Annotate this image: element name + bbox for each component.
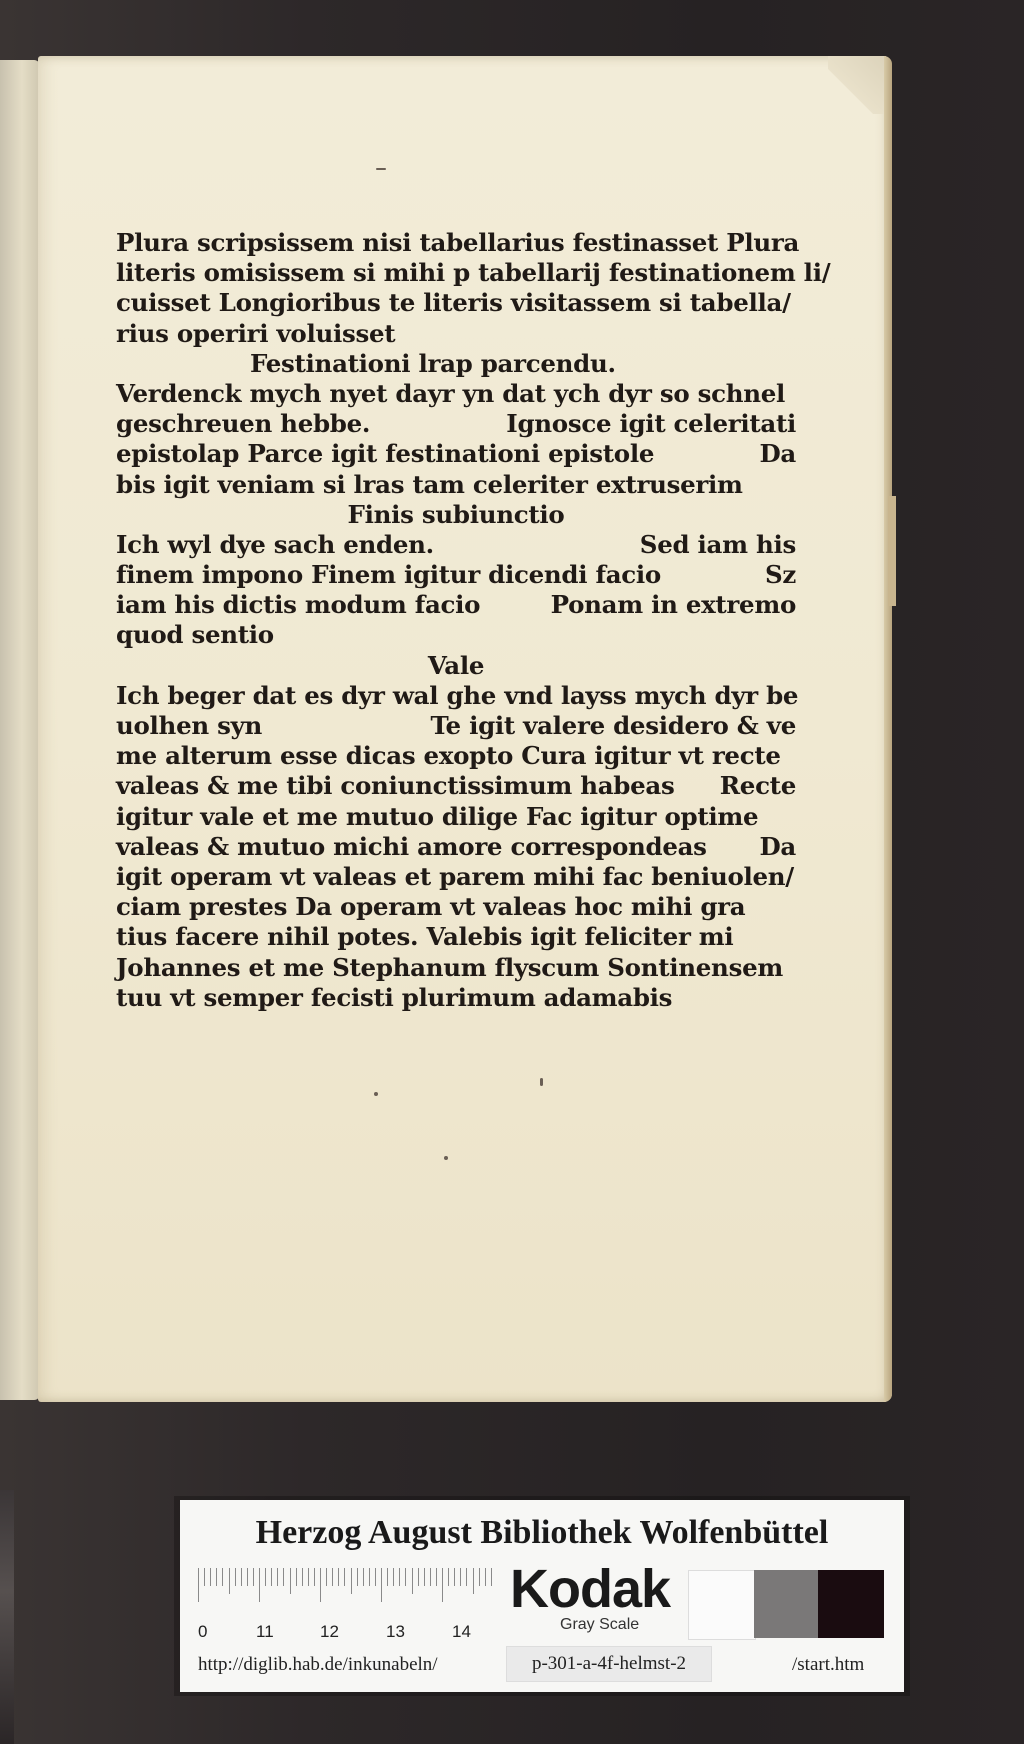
text-line (116, 349, 796, 379)
section-heading: Finis subiunctio (347, 499, 565, 529)
section-heading: Vale (427, 650, 485, 680)
line-text: Verdenck mych nyet dayr yn dat ych dyr so schnel (116, 378, 786, 408)
line-text-right: Ponam in extremo (550, 590, 796, 620)
ruler-tick (387, 1568, 388, 1586)
url-suffix: /start.htm (792, 1654, 865, 1675)
text-line (116, 892, 796, 922)
line-text-right: Ignosce igit celeritati (506, 409, 796, 439)
ruler-tick (338, 1568, 339, 1586)
ruler-tick (332, 1568, 333, 1586)
line-text: epistolap Parce igit festinationi epistole (116, 439, 655, 469)
line-text: iam his dictis modum facio (116, 590, 481, 620)
folded-corner (828, 56, 886, 114)
ruler-tick (418, 1568, 419, 1586)
ruler-tick (241, 1568, 242, 1586)
white-patch (688, 1570, 756, 1640)
text-line (116, 258, 831, 288)
ruler-tick (259, 1568, 260, 1602)
binding-edge (0, 1490, 14, 1744)
text-line (116, 590, 796, 620)
text-line (116, 439, 796, 469)
adjacent-page-edge (0, 60, 40, 1400)
ruler-tick (357, 1568, 358, 1586)
text-line (116, 862, 796, 892)
ruler-tick (320, 1568, 321, 1602)
line-text: Festinationi lrap parcendu. (250, 348, 616, 378)
ruler-tick (363, 1568, 364, 1586)
ruler-tick (198, 1568, 199, 1602)
ruler-tick (344, 1568, 345, 1586)
line-text-right: Da (759, 439, 796, 469)
ruler-tick (229, 1568, 230, 1594)
text-line (116, 922, 796, 952)
line-text: Ich wyl dye sach enden. (116, 529, 434, 559)
incunable-text (116, 228, 831, 1013)
ruler-label: 11 (256, 1622, 274, 1641)
ruler-tick (283, 1568, 284, 1586)
ruler-tick (460, 1568, 461, 1586)
grayscale-label: Gray Scale (560, 1616, 640, 1633)
line-text: bis igit veniam si lras tam celeriter extruserim (116, 469, 743, 499)
page-edge (884, 56, 892, 1402)
ruler-tick (302, 1568, 303, 1586)
ruler-tick (369, 1568, 370, 1586)
text-line (116, 288, 796, 318)
line-text: igitur vale et me mutuo dilige Fac igitur optime (116, 801, 759, 831)
ruler-label: 12 (320, 1622, 339, 1641)
ruler-label: 0 (198, 1622, 208, 1641)
text-line (116, 620, 796, 650)
ruler-label: 14 (452, 1622, 471, 1641)
text-line (116, 228, 800, 258)
line-text-right: Sed iam his (639, 529, 796, 559)
ruler-tick (265, 1568, 266, 1586)
ruler-tick (290, 1568, 291, 1594)
ruler-tick (277, 1568, 278, 1586)
ruler-tick (448, 1568, 449, 1586)
ruler-label: 13 (386, 1622, 405, 1641)
url-shelfmark: p-301-a-4f-helmst-2 (506, 1646, 712, 1682)
line-text: igit operam vt valeas et parem mihi fac beniuolen/ (116, 861, 794, 891)
url-base: http://diglib.hab.de/inkunabeln/ (198, 1654, 438, 1675)
ink-speck (376, 168, 386, 170)
line-text: Johannes et me Stephanum flyscum Sontinensem (116, 952, 783, 982)
text-line (116, 741, 796, 771)
ruler-tick (351, 1568, 352, 1594)
ruler-tick (399, 1568, 400, 1586)
ruler-tick (412, 1568, 413, 1594)
scale-ruler (198, 1568, 496, 1620)
line-text: me alterum esse dicas exopto Cura igitur vt recte (116, 741, 781, 771)
text-line (116, 470, 796, 500)
text-line (116, 560, 796, 590)
library-title: Herzog August Bibliothek Wolfenbüttel (255, 1514, 829, 1551)
ruler-tick (473, 1568, 474, 1594)
line-text: valeas & me tibi coniunctissimum habeas (116, 771, 675, 801)
text-line (116, 500, 796, 530)
ruler-tick (393, 1568, 394, 1586)
line-text: Ich beger dat es dyr wal ghe vnd layss mych dyr be (116, 680, 799, 710)
ruler-tick (442, 1568, 443, 1602)
ruler-tick (216, 1568, 217, 1586)
page-tab-mark (888, 496, 896, 606)
ruler-tick (436, 1568, 437, 1586)
line-text: geschreuen hebbe. (116, 409, 371, 439)
text-line (116, 409, 796, 439)
ruler-tick (405, 1568, 406, 1586)
ink-speck (374, 1092, 378, 1096)
text-line (116, 802, 796, 832)
line-text: rius operiri voluisset (116, 318, 396, 348)
ruler-tick (247, 1568, 248, 1586)
line-text: literis omisissem si mihi p tabellarij festinationem li/ (116, 258, 831, 288)
line-text: finem impono Finem igitur dicendi facio (116, 560, 661, 590)
ruler-tick (454, 1568, 455, 1586)
ruler-tick (271, 1568, 272, 1586)
line-text: valeas & mutuo michi amore correspondeas (116, 831, 707, 861)
ruler-tick (235, 1568, 236, 1586)
text-line (116, 319, 796, 349)
ruler-tick (326, 1568, 327, 1586)
ruler-tick (308, 1568, 309, 1586)
ruler-tick (296, 1568, 297, 1586)
ruler-tick (479, 1568, 480, 1586)
ink-speck (540, 1078, 543, 1086)
ruler-tick (485, 1568, 486, 1586)
ruler-tick (381, 1568, 382, 1602)
text-line (116, 530, 796, 560)
line-text: quod sentio (116, 620, 274, 650)
color-target-card (180, 1500, 904, 1692)
line-text: tuu vt semper fecisti plurimum adamabis (116, 982, 673, 1012)
text-line (116, 983, 796, 1013)
text-line (116, 680, 799, 711)
text-line (116, 771, 796, 801)
line-text: ciam prestes Da operam vt valeas hoc mihi gra (116, 892, 746, 922)
ruler-tick (430, 1568, 431, 1586)
text-line (116, 379, 796, 409)
text-line (116, 953, 796, 983)
text-line (116, 711, 796, 741)
line-text-right: Te igit valere desidero & ve (430, 711, 796, 740)
line-text: Plura scripsissem nisi tabellarius festinasset Plura (116, 228, 800, 257)
gray-patch (754, 1570, 818, 1638)
line-text-right: Recte (719, 771, 796, 801)
ruler-tick (466, 1568, 467, 1586)
line-text: tius facere nihil potes. Valebis igit feliciter mi (116, 922, 734, 952)
ruler-tick (222, 1568, 223, 1586)
ruler-tick (210, 1568, 211, 1586)
ink-speck (444, 1156, 448, 1160)
text-line (116, 832, 796, 862)
line-text-right: Da (759, 831, 796, 861)
ruler-tick (204, 1568, 205, 1586)
line-text: uolhen syn (116, 711, 263, 740)
ruler-tick (314, 1568, 315, 1586)
ruler-tick (424, 1568, 425, 1586)
line-text-right: Sz (764, 560, 796, 590)
ruler-tick (375, 1568, 376, 1586)
ruler-tick (491, 1568, 492, 1586)
line-text: cuisset Longioribus te literis visitassem si tabella/ (116, 288, 791, 318)
text-line (116, 651, 796, 681)
kodak-logo: Kodak (510, 1559, 671, 1619)
black-patch (818, 1570, 884, 1638)
ruler-tick (253, 1568, 254, 1586)
